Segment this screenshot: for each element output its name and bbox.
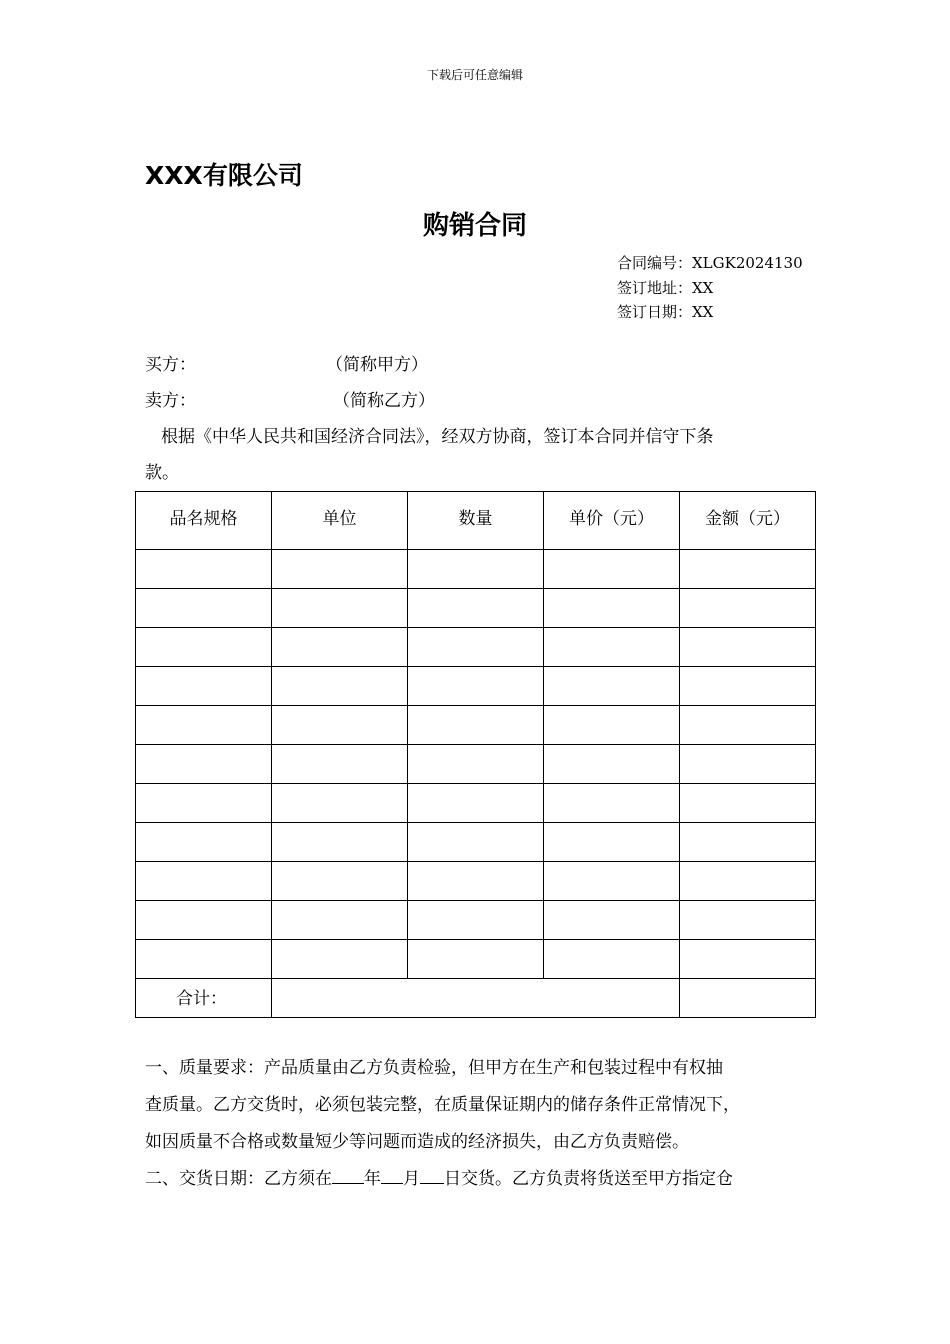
total-amount-cell <box>680 979 816 1018</box>
blank-year <box>332 1165 364 1184</box>
table-cell <box>408 901 544 940</box>
table-cell <box>408 940 544 979</box>
table-cell <box>136 628 272 667</box>
table-row <box>136 550 816 589</box>
table-cell <box>136 784 272 823</box>
table-cell <box>136 823 272 862</box>
table-cell <box>136 940 272 979</box>
table-cell <box>272 706 408 745</box>
table-cell <box>272 823 408 862</box>
table-cell <box>272 862 408 901</box>
header-amount: 金额（元） <box>680 492 816 550</box>
table-row <box>136 784 816 823</box>
table-cell <box>544 784 680 823</box>
table-row <box>136 706 816 745</box>
table-cell <box>544 706 680 745</box>
table-cell <box>544 667 680 706</box>
table-cell <box>136 589 272 628</box>
table-cell <box>136 901 272 940</box>
table-row <box>136 862 816 901</box>
table-cell <box>408 550 544 589</box>
table-cell <box>272 667 408 706</box>
header-unit: 单位 <box>272 492 408 550</box>
clause-quality-line-3: 如因质量不合格或数量短少等问题而造成的经济损失，由乙方负责赔偿。 <box>145 1132 689 1152</box>
table-row <box>136 901 816 940</box>
table-cell <box>272 628 408 667</box>
header-product-spec: 品名规格 <box>136 492 272 550</box>
sign-place: 签订地址：XX <box>617 279 714 297</box>
company-name: XXX有限公司 <box>145 161 303 190</box>
document-title: 购销合同 <box>422 211 527 241</box>
table-cell <box>544 745 680 784</box>
table-cell <box>272 901 408 940</box>
table-cell <box>680 901 816 940</box>
table-cell <box>272 745 408 784</box>
total-spacer-cell <box>272 979 680 1018</box>
table-row <box>136 940 816 979</box>
table-cell <box>680 550 816 589</box>
clause-delivery-year: 年 <box>364 1169 381 1189</box>
header-quantity: 数量 <box>408 492 544 550</box>
table-cell <box>408 784 544 823</box>
table-cell <box>272 784 408 823</box>
seller-short: （简称乙方） <box>333 391 435 411</box>
table-cell <box>680 589 816 628</box>
clause-quality-line-1: 一、质量要求：产品质量由乙方负责检验，但甲方在生产和包装过程中有权抽 <box>145 1058 723 1078</box>
table-cell <box>408 706 544 745</box>
table-cell <box>544 940 680 979</box>
clause-quality <box>145 1050 810 1198</box>
table-header-row <box>136 492 816 550</box>
table-row <box>136 628 816 667</box>
table-cell <box>136 550 272 589</box>
table-total-row <box>136 979 816 1018</box>
table-cell <box>680 823 816 862</box>
table-cell <box>680 784 816 823</box>
clause-delivery-text-a: 二、交货日期：乙方须在 <box>145 1169 332 1189</box>
table-cell <box>272 940 408 979</box>
clause-quality-line-2: 查质量。乙方交货时，必须包装完整，在质量保证期内的储存条件正常情况下， <box>145 1095 740 1115</box>
buyer-short: （简称甲方） <box>326 355 428 375</box>
table-row <box>136 589 816 628</box>
table-cell <box>408 823 544 862</box>
header-note: 下载后可任意编辑 <box>426 68 523 82</box>
intro-line-2: 款。 <box>145 463 179 483</box>
table-cell <box>544 862 680 901</box>
blank-month <box>381 1165 403 1184</box>
clause-delivery-month: 月 <box>403 1169 420 1189</box>
buyer-label: 买方： <box>145 355 196 375</box>
table-cell <box>680 940 816 979</box>
table-cell <box>408 862 544 901</box>
table-cell <box>272 550 408 589</box>
table-cell <box>544 589 680 628</box>
table-cell <box>544 901 680 940</box>
table-cell <box>136 706 272 745</box>
table-cell <box>408 667 544 706</box>
table-cell <box>680 706 816 745</box>
table-cell <box>136 745 272 784</box>
table-cell <box>272 589 408 628</box>
table-cell <box>680 745 816 784</box>
table-cell <box>136 862 272 901</box>
table-row <box>136 745 816 784</box>
total-label: 合计： <box>136 979 272 1018</box>
table-cell <box>544 628 680 667</box>
table-row <box>136 823 816 862</box>
sign-date: 签订日期：XX <box>617 303 714 321</box>
table-cell <box>136 667 272 706</box>
contract-number: 合同编号：XLGK2024130 <box>617 254 803 272</box>
table-cell <box>680 628 816 667</box>
intro-line-1: 根据《中华人民共和国经济合同法》，经双方协商，签订本合同并信守下条 <box>161 427 714 447</box>
table-cell <box>544 823 680 862</box>
blank-day <box>420 1165 444 1184</box>
seller-label: 卖方： <box>145 391 196 411</box>
clause-delivery-day: 日交货。乙方负责将货送至甲方指定仓 <box>444 1169 733 1189</box>
header-unit-price: 单价（元） <box>544 492 680 550</box>
goods-table <box>135 491 816 1018</box>
table-cell <box>408 745 544 784</box>
table-cell <box>680 862 816 901</box>
table-row <box>136 667 816 706</box>
table-cell <box>408 589 544 628</box>
table-cell <box>408 628 544 667</box>
table-cell <box>544 550 680 589</box>
clause-delivery-line <box>145 1161 810 1198</box>
table-cell <box>680 667 816 706</box>
